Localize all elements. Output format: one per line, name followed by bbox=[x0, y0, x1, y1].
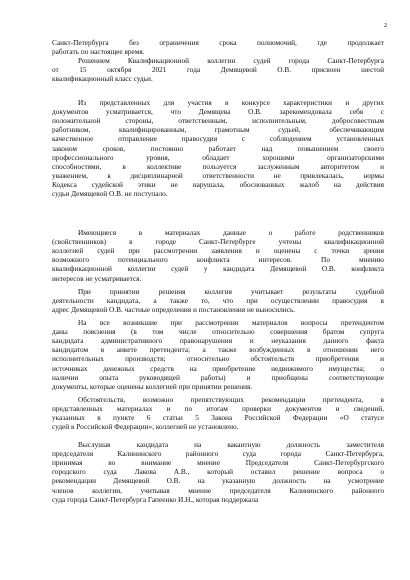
page-number: 2 bbox=[384, 22, 388, 29]
text-line: документы, которые оценены коллегией при принятии решения. bbox=[52, 381, 253, 391]
text-line: представленных материалах и по итогам проверки документов и сведений, bbox=[52, 404, 384, 414]
text-line: квалификационной коллегии судей у кандидата Демящевой О.В. конфликта bbox=[52, 264, 384, 274]
text-line: качественное отправление правосудия с соблюдением установленных bbox=[52, 134, 384, 144]
text-line: При принятии решения коллегия учитывает результаты судебной bbox=[78, 287, 384, 296]
text-line: председателя Калининского районного суда города Санкт-Петербурга, bbox=[52, 449, 384, 459]
text-line: адрес Демящевой О.В. частные определения и постановления не выносились. bbox=[52, 305, 296, 315]
text-line: законом сроков, постоянно работает над повышением своего bbox=[52, 143, 384, 153]
text-line: Обстоятельств, возможно препятствующих рекомендации претендента, в bbox=[78, 395, 384, 404]
text-line: Выслушав кандидата на вакантную должность заместителя bbox=[78, 440, 384, 449]
text-line: Решением Квалификационной коллегии судей города Санкт-Петербурга bbox=[78, 56, 384, 65]
text-line: Из представленных для участия в конкурсе характеристики и других bbox=[78, 98, 384, 107]
text-line: исполнительных производств; относительно обстоятельств приобретения и bbox=[52, 354, 384, 364]
text-line: кандидата административного правонарушения и неуказания данного факта bbox=[52, 336, 384, 346]
text-line: Санкт-Петербурга без ограничения срока полномочий, где продолжает bbox=[52, 38, 384, 47]
text-line: работать по настоящее время. bbox=[52, 47, 145, 57]
text-line: способностями, в коллективе пользуется заслуженным авторитетом и bbox=[52, 161, 384, 171]
text-line: суда города Санкт-Петербурга Гапеенко И.Н., которая поддержала bbox=[52, 494, 259, 504]
text-line: возможного потенциального конфликта интересов. По мнению bbox=[52, 255, 384, 265]
text-line: членов коллегии, учитывая мнение председателя Калининского районного bbox=[52, 485, 384, 495]
text-line: документов усматривается, что Демящева О.В. зарекомендовала себя с bbox=[52, 107, 384, 117]
text-line: Кодекса судейской этики не нарушала, обоснованных жалоб на действия bbox=[52, 179, 384, 189]
text-line: Имеющиеся в материалах данные о работе родственников bbox=[78, 228, 384, 237]
text-line: источниках денежных средств на приобретение недвижимого имущества; о bbox=[52, 363, 384, 373]
text-line: профессионального уровня, обладает хорошими организаторскими bbox=[52, 152, 384, 162]
text-line: коллегией судей при рассмотрении заявления и оценены с точки зрения bbox=[52, 246, 384, 256]
text-line: работником, квалифицированным, грамотным судьей, обеспечивающим bbox=[52, 125, 384, 135]
text-line: городского суда Лакова А.В., который оставил решение вопроса о bbox=[52, 467, 384, 477]
text-line: уважением, к дисциплинарной ответственности не привлекалась, нормы bbox=[52, 170, 384, 180]
text-line: кандидатом в анкете претендента; а также возбужденных в отношении него bbox=[52, 345, 384, 355]
text-line: от 15 октября 2021 года Демящевой О.В. присвоен шестой bbox=[52, 65, 384, 75]
text-line: деятельности кандидата, а также то, что при осуществлении правосудия в bbox=[52, 296, 384, 306]
text-line: квалификационный класс судьи. bbox=[52, 74, 153, 84]
text-line: положительной стороны, ответственным, исполнительным, добросовестным bbox=[52, 116, 384, 126]
text-line: даны пояснения (в том числе относительно совершения братом супруга bbox=[52, 327, 384, 337]
text-line: На все возникшие при рассмотрении материалов вопросы претендентом bbox=[78, 318, 384, 327]
text-line: принимая во внимание мнение Председателя Санкт-Петербургского bbox=[52, 458, 384, 468]
text-line: судьи Демящевой О.В. не поступало. bbox=[52, 189, 168, 198]
text-line: судей в Российской Федерации», коллегией не установлено. bbox=[52, 422, 239, 432]
text-line: наличии опыта руководящей работы) и приобщены соответствующие bbox=[52, 372, 384, 382]
text-line: интересов не усматривается. bbox=[52, 273, 142, 283]
text-line: указанных в пункте 6 статьи 5 Закона Российской Федерации «О статусе bbox=[52, 413, 384, 423]
text-line: рекомендации Демящевой О.В. на указанную должность на усмотрение bbox=[52, 476, 384, 486]
text-line: (свойственников) в городе Санкт-Петербурге учтены квалификационной bbox=[52, 237, 384, 247]
